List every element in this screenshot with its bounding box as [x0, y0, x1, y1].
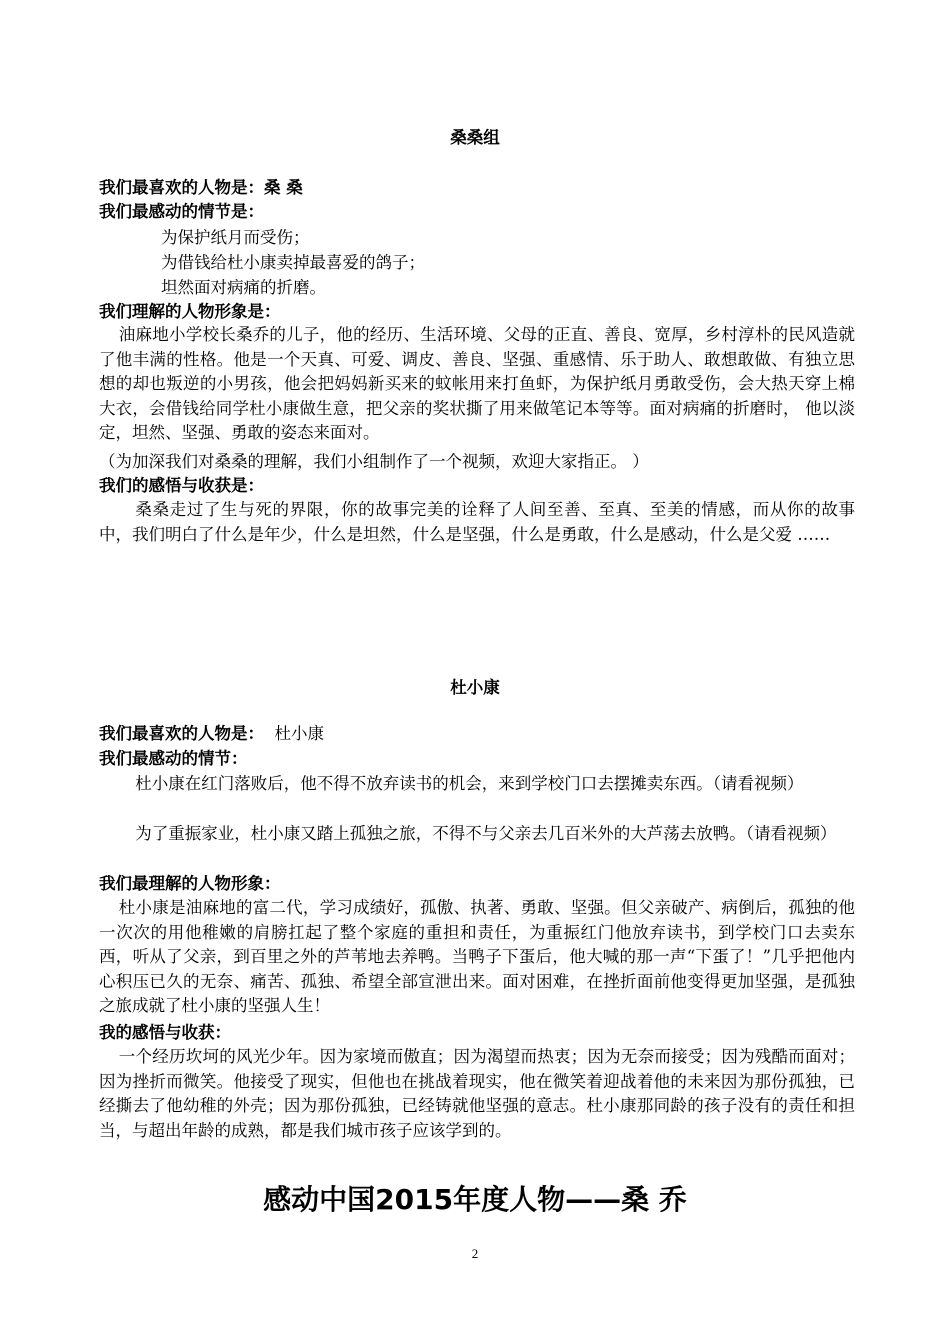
- section2-title: 杜小康: [450, 678, 500, 697]
- section1-moving-item: 为借钱给杜小康卖掉最喜爱的鸽子；: [161, 253, 425, 272]
- section2-moving-label: 我们最感动的情节：: [99, 749, 248, 768]
- section1-moving-label: 我们最感动的情节是：: [99, 202, 264, 221]
- page-number: 2: [471, 1246, 479, 1261]
- section2-reflect-label: 我的感悟与收获：: [99, 1023, 231, 1042]
- section1-image-text: 油麻地小学校长桑乔的儿子，他的经历、生活环境、父母的正直、善良、宽厚，乡村淳朴的民风造就了他丰满的性格。他是一个天真、可爱、调皮、善良、坚强、重感情、乐于助人、敢想敢做、有独立思想的却也叛逆的小男孩，他会把妈妈新买来的蚊帐用来打鱼虾，为保护纸月勇敢受伤，会大热天穿上棉大衣，会借钱给同学杜小康做生意，把父亲的奖状撕了用来做笔记本等等。面对病痛的折磨时， 他以淡定，坦然、坚强、勇敢的姿态来面对。: [99, 325, 855, 442]
- section1-reflect-text: 桑桑走过了生与死的界限，你的故事完美的诠释了人间至善、至真、至美的情感，而从你的故事中，我们明白了什么是年少，什么是坦然，什么是坚强，什么是勇敢，什么是感动，什么是父爱 ……: [99, 500, 855, 544]
- section2-fav-value: 杜小康: [274, 724, 324, 743]
- footer-title: 感动中国2015年度人物——桑 乔: [263, 1183, 687, 1216]
- section1-reflect-label: 我们的感悟与收获是：: [99, 476, 264, 495]
- section1-image-label: 我们理解的人物形象是：: [99, 302, 281, 321]
- section2-image-text: 杜小康是油麻地的富二代，学习成绩好，孤傲、执著、勇敢、坚强。但父亲破产、病倒后，孤独的他一次次的用他稚嫩的肩膀扛起了整个家庭的重担和责任，为重振红门他放弃读书，到学校门口去卖东西，听从了父亲，到百里之外的芦苇地去养鸭。当鸭子下蛋后，他大喊的那一声“下蛋了！”几乎把他内心积压已久的无奈、痛苦、孤独、希望全部宣泄出来。面对困难，在挫折面前他变得更加坚强，是孤独之旅成就了杜小康的坚强人生！: [99, 898, 855, 1015]
- section1-video-note: （为加深我们对桑桑的理解，我们小组制作了一个视频，欢迎大家指正。 ）: [99, 452, 649, 471]
- section1-moving-item: 坦然面对病痛的折磨。: [161, 278, 326, 297]
- section2-moving-p2: 为了重振家业，杜小康又踏上孤独之旅，不得不与父亲去几百米外的大芦荡去放鸭。（请看视频）: [135, 824, 837, 843]
- section1-title: 桑桑组: [450, 128, 500, 147]
- section2-image-label: 我们最理解的人物形象：: [99, 874, 281, 893]
- section2-moving-p1: 杜小康在红门落败后，他不得不放弃读书的机会，来到学校门口去摆摊卖东西。（请看视频）: [135, 774, 804, 793]
- section2-fav-row: [99, 722, 859, 746]
- section1-moving-item: 为保护纸月而受伤；: [161, 228, 310, 247]
- section1-fav-label: 我们最喜欢的人物是：桑 桑: [99, 178, 303, 197]
- section2-reflect-text: 一个经历坎坷的风光少年。因为家境而傲直；因为渴望而热衷；因为无奈而接受；因为残酷而面对；因为挫折而微笑。他接受了现实，但他也在挑战着现实，他在微笑着迎战着他的未来因为那份孤独，已经撕去了他幼稚的外壳；因为那份孤独，已经铸就他坚强的意志。杜小康那同龄的孩子没有的责任和担当，与超出年龄的成熟，都是我们城市孩子应该学到的。: [99, 1047, 855, 1140]
- section2-fav-label: 我们最喜欢的人物是：: [99, 724, 264, 743]
